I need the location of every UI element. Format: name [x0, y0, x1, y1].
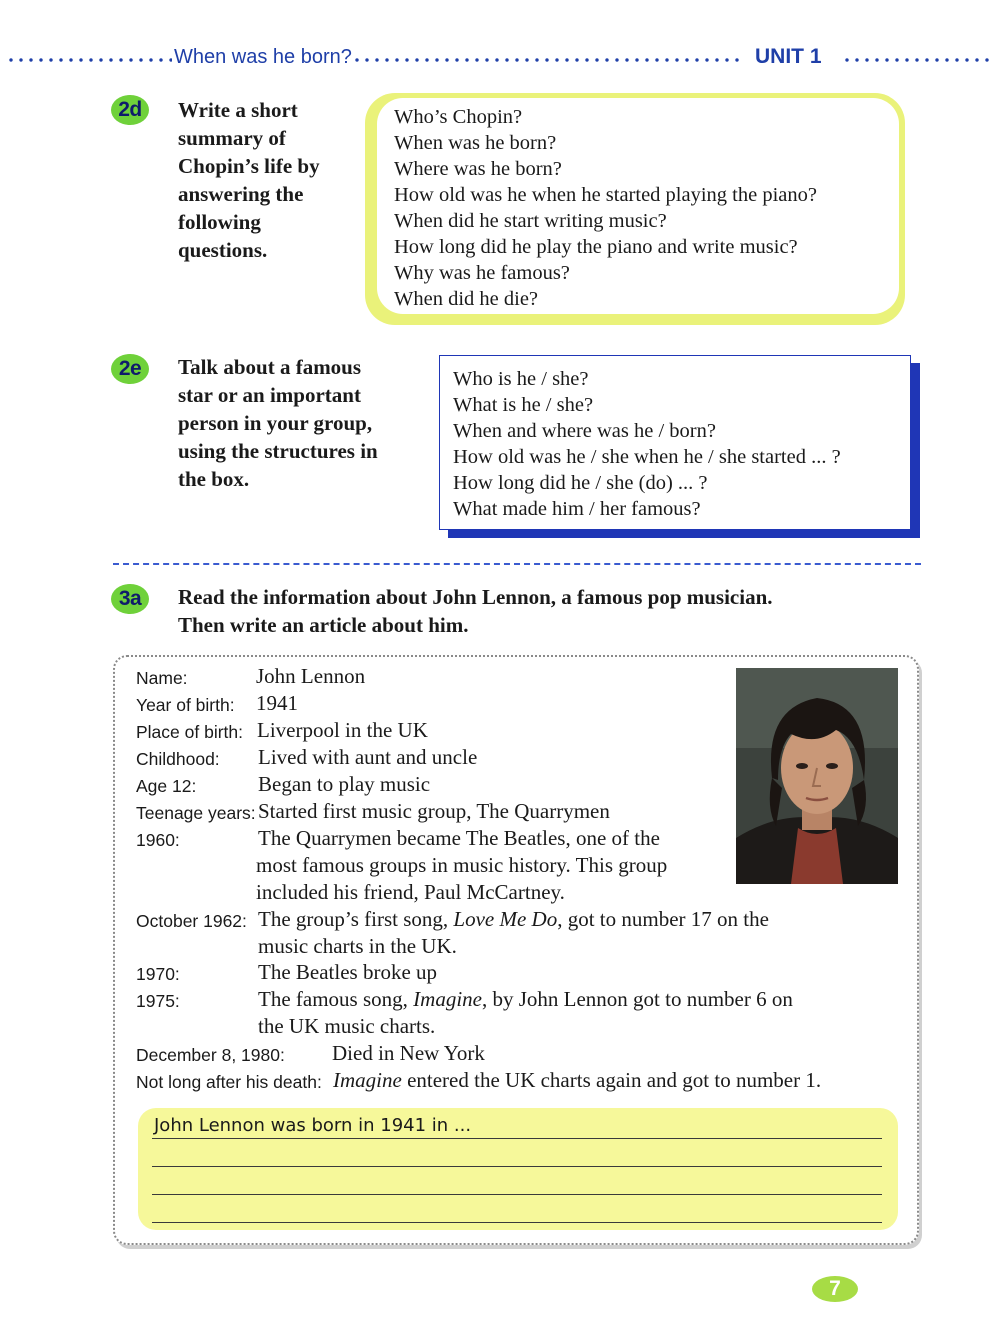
- instruction-line: person in your group,: [178, 411, 373, 435]
- instruction-line: star or an important: [178, 383, 361, 407]
- info-label: Year of birth:: [136, 695, 235, 715]
- question-item: When did he start writing music?: [394, 210, 667, 232]
- question-item: Why was he famous?: [394, 262, 570, 284]
- instruction-3a: [178, 583, 773, 639]
- info-text: The group’s first song,: [258, 907, 454, 931]
- info-label: Not long after his death:: [136, 1072, 322, 1092]
- badge-2e: 2e: [111, 354, 149, 384]
- badge-2d: 2d: [111, 95, 149, 125]
- info-value: most famous groups in music history. This group: [256, 853, 668, 877]
- portrait-illustration: [736, 668, 898, 884]
- instruction-line: Chopin’s life by: [178, 154, 320, 178]
- writing-line[interactable]: [152, 1138, 882, 1139]
- info-value: included his friend, Paul McCartney.: [256, 880, 565, 904]
- info-value: Started first music group, The Quarrymen: [258, 799, 610, 823]
- info-label: Name:: [136, 668, 188, 688]
- badge-3a: 3a: [111, 584, 149, 614]
- header-title: When was he born?: [174, 46, 352, 68]
- instruction-2d: [178, 96, 320, 264]
- info-label: Place of birth:: [136, 722, 243, 742]
- instruction-line: following: [178, 210, 261, 234]
- info-text: , by John Lennon got to number 6 on: [481, 987, 793, 1011]
- info-label: 1970:: [136, 964, 180, 984]
- info-label: 1960:: [136, 830, 180, 850]
- info-value: 1941: [256, 691, 298, 715]
- header-dots-left: [6, 57, 172, 63]
- writing-prompt: John Lennon was born in 1941 in ...: [154, 1115, 472, 1136]
- info-value: The Beatles broke up: [258, 960, 438, 984]
- section-divider: [113, 563, 921, 565]
- info-text: entered the UK charts again and got to number 1.: [401, 1068, 822, 1092]
- info-label: Teenage years:: [136, 803, 256, 823]
- structure-item: Who is he / she?: [453, 368, 589, 390]
- instruction-line: the box.: [178, 467, 250, 491]
- info-label: December 8, 1980:: [136, 1045, 285, 1065]
- song-title: Imagine: [413, 987, 482, 1011]
- info-text: The famous song,: [258, 987, 414, 1011]
- structure-item: How long did he / she (do) ... ?: [453, 472, 708, 494]
- instruction-line: Then write an article about him.: [178, 613, 469, 637]
- info-value: music charts in the UK.: [258, 934, 457, 958]
- instruction-line: using the structures in: [178, 439, 378, 463]
- info-value: [258, 907, 769, 932]
- question-item: How old was he when he started playing the piano?: [394, 184, 817, 206]
- structures-list-2e: [453, 366, 841, 522]
- info-value: Began to play music: [258, 772, 431, 796]
- writing-line[interactable]: [152, 1166, 882, 1167]
- info-label: October 1962:: [136, 911, 247, 931]
- instruction-line: summary of: [178, 126, 286, 150]
- question-item: When was he born?: [394, 132, 557, 154]
- instruction-line: answering the: [178, 182, 304, 206]
- question-item: How long did he play the piano and write music?: [394, 236, 798, 258]
- song-title: Love Me Do: [453, 907, 558, 931]
- instruction-line: Write a short: [178, 98, 298, 122]
- structure-item: When and where was he / born?: [453, 420, 716, 442]
- writing-line[interactable]: [152, 1222, 882, 1223]
- instruction-line: Talk about a famous: [178, 355, 362, 379]
- unit-label: UNIT 1: [755, 45, 822, 68]
- question-item: When did he die?: [394, 288, 539, 310]
- question-item: Where was he born?: [394, 158, 562, 180]
- instruction-2e: [178, 353, 378, 493]
- john-lennon-photo: [736, 668, 898, 884]
- instruction-line: questions.: [178, 238, 268, 262]
- header-dots-right: [842, 57, 994, 63]
- info-label: 1975:: [136, 991, 180, 1011]
- page-number: 7: [812, 1276, 858, 1302]
- info-label: Age 12:: [136, 776, 197, 796]
- info-value: [333, 1068, 821, 1093]
- header-dots-middle: [352, 57, 744, 63]
- info-value: John Lennon: [256, 664, 366, 688]
- writing-line[interactable]: [152, 1194, 882, 1195]
- song-title: Imagine: [333, 1068, 402, 1092]
- info-value: Lived with aunt and uncle: [258, 745, 478, 769]
- info-label: Childhood:: [136, 749, 220, 769]
- info-value: The Quarrymen became The Beatles, one of the: [258, 826, 660, 850]
- structure-item: What made him / her famous?: [453, 498, 701, 520]
- question-item: Who’s Chopin?: [394, 106, 523, 128]
- instruction-line: Read the information about John Lennon, a famous pop musician.: [178, 585, 773, 609]
- info-text: , got to number 17 on the: [557, 907, 769, 931]
- structure-item: What is he / she?: [453, 394, 594, 416]
- info-value: Liverpool in the UK: [257, 718, 428, 742]
- info-value: [258, 987, 793, 1012]
- info-value: Died in New York: [332, 1041, 485, 1065]
- questions-list-2d: [394, 104, 817, 312]
- info-value: the UK music charts.: [258, 1014, 436, 1038]
- structure-item: How old was he / she when he / she started ... ?: [453, 446, 841, 468]
